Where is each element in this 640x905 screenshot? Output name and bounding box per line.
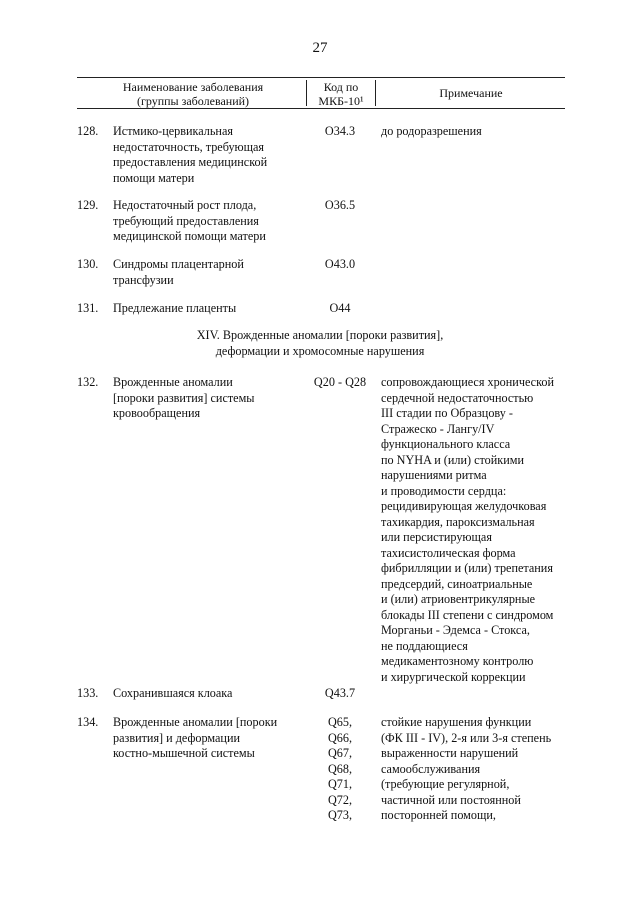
section-title: XIV. Врожденные аномалии [пороки развития], деформации и хромосомные нарушения: [196, 328, 444, 358]
row-disease-name: Синдромы плацентарной трансфузии: [113, 257, 244, 287]
row-disease-name: Истмико-цервикальная недостаточность, требующая предоставления медицинской помощи матери: [113, 124, 268, 185]
row-note: до родоразрешения: [381, 124, 482, 138]
header-name-column: Наименование заболевания (группы заболеваний): [122, 80, 264, 108]
row-number: 133.: [77, 686, 99, 700]
header-code-column: Код по МКБ-10¹: [306, 80, 376, 106]
page-number: 27: [312, 40, 328, 56]
row-number: 130.: [77, 257, 99, 271]
row-note: стойкие нарушения функции (ФК III - IV), 2-я или 3-я степень выраженности нарушений самообслуживания (требующие регулярной, частичной или постоянной посторонней помощи,: [381, 715, 552, 822]
row-icd-code: Q43.7: [324, 686, 356, 700]
row-number: 132.: [77, 375, 99, 389]
row-disease-name: Врожденные аномалии [пороки развития] системы кровообращения: [113, 375, 255, 420]
row-icd-code: O44: [329, 301, 351, 315]
row-disease-name: Предлежание плаценты: [113, 301, 237, 315]
row-disease-name: Сохранившаяся клоака: [113, 686, 233, 700]
row-icd-code: O36.5: [324, 198, 356, 212]
row-disease-name: Врожденные аномалии [пороки развития] и деформации костно-мышечной системы: [113, 715, 278, 760]
header-note-column: Примечание: [439, 86, 503, 100]
row-number: 131.: [77, 301, 99, 315]
row-icd-code: Q65, Q66, Q67, Q68, Q71, Q72, Q73,: [327, 715, 353, 822]
row-icd-code: Q20 - Q28: [313, 375, 367, 389]
row-disease-name: Недостаточный рост плода, требующий предоставления медицинской помощи матери: [113, 198, 266, 243]
row-number: 129.: [77, 198, 99, 212]
row-note: сопровождающиеся хронической сердечной недостаточностью III стадии по Образцову - Стражеско - Лангу/IV функционального класса по NYHA и (или) стойкими нарушениями ритма и проводимости сердца: рецидивирующая желудочковая тахикардия, пароксизмальная или персистирующая тахисистолическая форма фибрилляции и (или) трепетания предсердий, синоатриальные и (или) атриовентрикулярные блокады III степени с синдромом Морганьи - Эдемса - Стокса, не поддающиеся медикаментозному контролю и хирургической коррекции: [381, 375, 554, 684]
row-number: 134.: [77, 715, 99, 729]
row-icd-code: O34.3: [324, 124, 356, 138]
row-number: 128.: [77, 124, 99, 138]
row-icd-code: O43.0: [324, 257, 356, 271]
table-header: [77, 77, 565, 109]
